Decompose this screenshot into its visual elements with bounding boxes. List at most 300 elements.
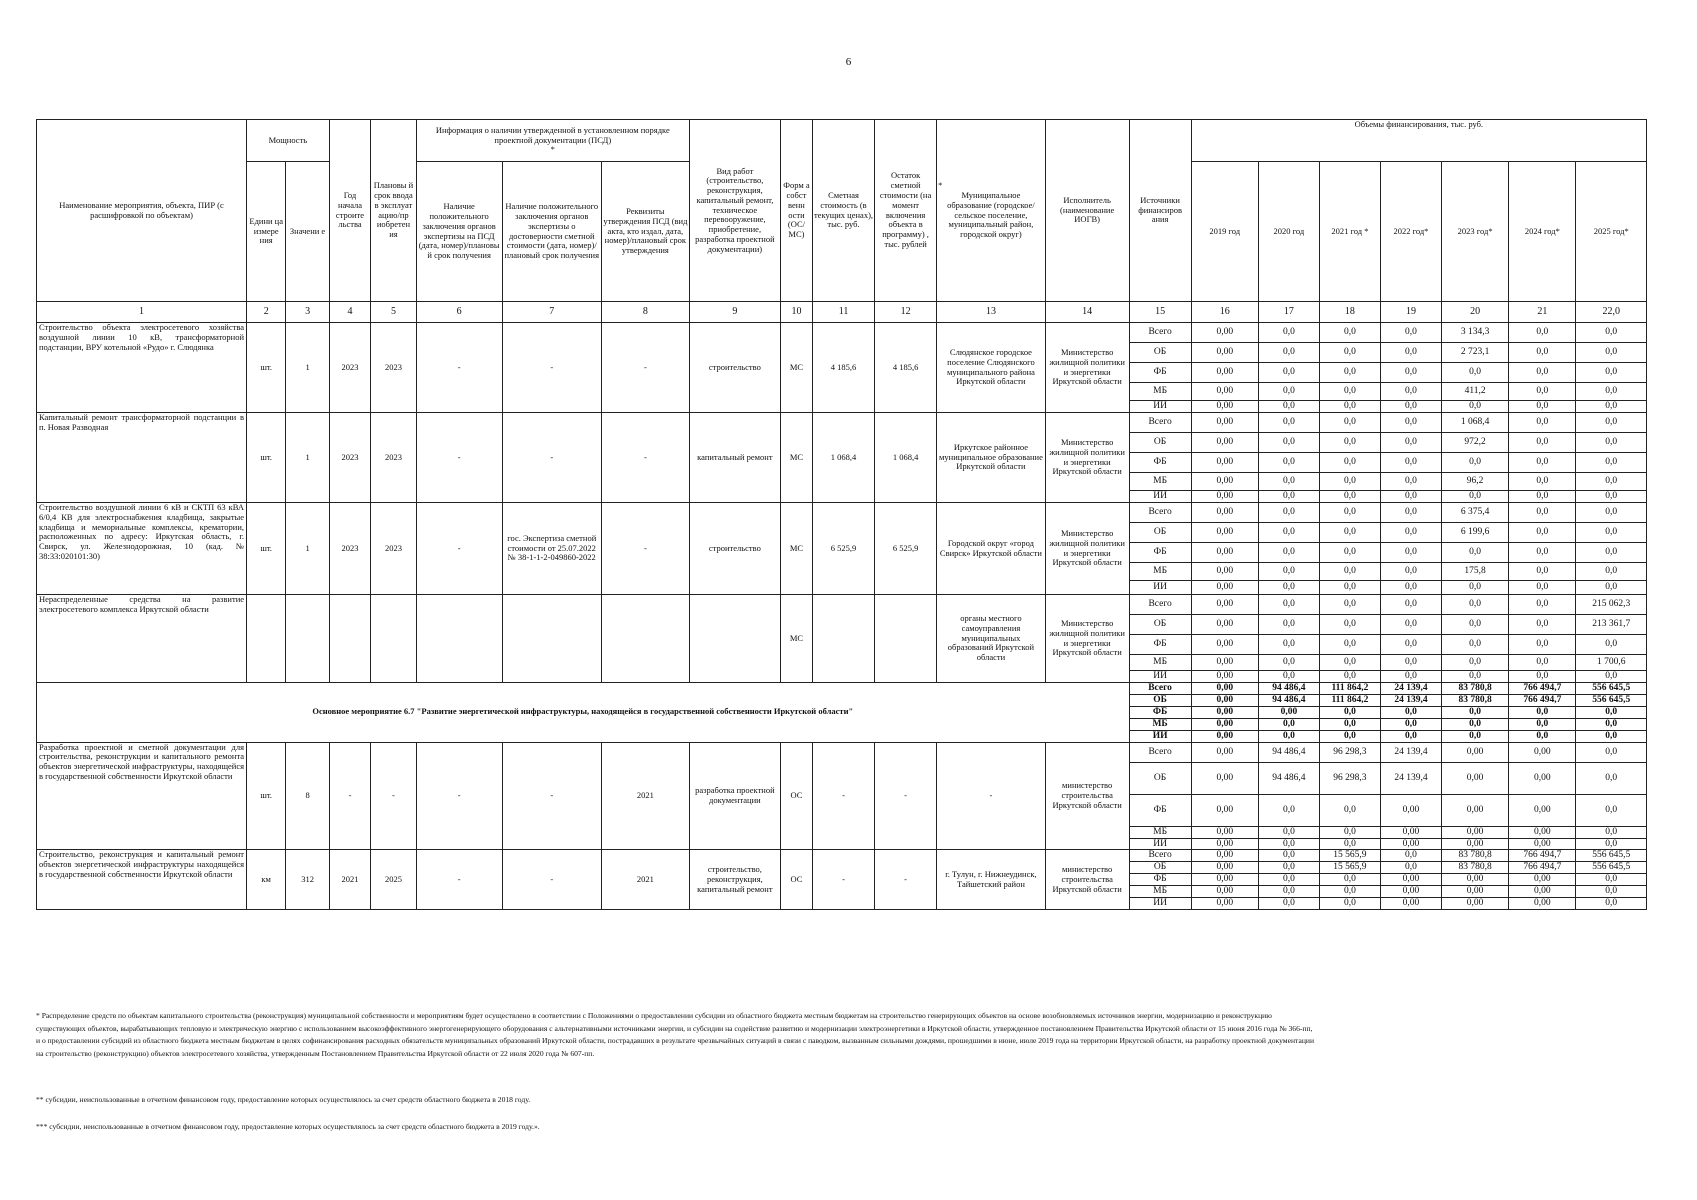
work-type-cell: строительство	[689, 323, 780, 413]
amount-cell: 0,0	[1319, 730, 1380, 742]
amount-cell: 0,0	[1576, 543, 1647, 563]
start-year-cell: 2021	[329, 850, 370, 910]
source-label: ИИ	[1129, 491, 1191, 503]
amount-cell: 766 494,7	[1509, 694, 1576, 706]
amount-cell: 0,0	[1380, 401, 1441, 413]
amount-cell: 0,0	[1509, 401, 1576, 413]
estimate-cell: 6 525,9	[812, 503, 874, 595]
source-label: МБ	[1129, 563, 1191, 581]
amount-cell: 0,0	[1509, 615, 1576, 635]
amount-cell: 0,0	[1380, 595, 1441, 615]
source-label: ИИ	[1129, 581, 1191, 595]
source-label: ОБ	[1129, 762, 1191, 794]
amount-cell: 0,0	[1319, 826, 1380, 838]
amount-cell: 0,0	[1258, 635, 1319, 655]
amount-cell: 0,0	[1576, 491, 1647, 503]
value-cell: 8	[286, 742, 329, 850]
source-label: ОБ	[1129, 523, 1191, 543]
column-number: 22,0	[1576, 302, 1647, 323]
amount-cell: 0,0	[1509, 413, 1576, 433]
start-year-cell: 2023	[329, 413, 370, 503]
amount-cell: 0,0	[1258, 826, 1319, 838]
amount-cell: 0,0	[1319, 581, 1380, 595]
amount-cell: 0,0	[1319, 794, 1380, 826]
amount-cell: 96,2	[1441, 473, 1508, 491]
amount-cell: 0,0	[1319, 491, 1380, 503]
funding-row	[37, 413, 1647, 433]
amount-cell: 0,00	[1191, 615, 1258, 635]
plan-date-cell	[371, 595, 417, 683]
amount-cell: 0,0	[1441, 491, 1508, 503]
ownership-cell: МС	[780, 503, 812, 595]
amount-cell: 0,0	[1441, 730, 1508, 742]
amount-cell: 0,00	[1191, 730, 1258, 742]
source-label: ИИ	[1129, 671, 1191, 683]
source-label: Всего	[1129, 503, 1191, 523]
header-start-year: Год начала строите льства	[329, 120, 370, 302]
source-label: ИИ	[1129, 401, 1191, 413]
amount-cell: 0,00	[1191, 826, 1258, 838]
amount-cell: 24 139,4	[1380, 683, 1441, 695]
amount-cell: 0,00	[1191, 491, 1258, 503]
header-year-2020: 2020 год	[1258, 162, 1319, 302]
amount-cell: 0,0	[1509, 363, 1576, 383]
header-psd-cost: Наличие положительного заключения органов экспертизы о достоверности сметной стоимости (дата, номер)/плановый срок получения	[502, 162, 601, 302]
amount-cell: 0,0	[1319, 433, 1380, 453]
amount-cell: 0,0	[1319, 543, 1380, 563]
amount-cell: 0,0	[1441, 635, 1508, 655]
unit-cell: шт.	[247, 323, 286, 413]
psd-details-cell: 2021	[601, 850, 689, 910]
source-label: Всего	[1129, 683, 1191, 695]
amount-cell: 0,0	[1380, 523, 1441, 543]
amount-cell: 0,00	[1191, 694, 1258, 706]
amount-cell: 0,0	[1576, 826, 1647, 838]
executor-cell: Министерство жилищной политики и энергетики Иркутской области	[1045, 503, 1129, 595]
amount-cell: 0,0	[1258, 581, 1319, 595]
amount-cell: 24 139,4	[1380, 742, 1441, 762]
estimate-cell	[812, 595, 874, 683]
amount-cell: 0,0	[1576, 794, 1647, 826]
amount-cell: 0,0	[1319, 453, 1380, 473]
expertise-cell: -	[416, 850, 502, 910]
source-label: ОБ	[1129, 862, 1191, 874]
amount-cell: 0,0	[1509, 453, 1576, 473]
amount-cell: 0,0	[1258, 491, 1319, 503]
plan-date-cell: -	[371, 742, 417, 850]
amount-cell: 0,0	[1319, 343, 1380, 363]
source-label: ФБ	[1129, 543, 1191, 563]
amount-cell: 556 645,5	[1576, 862, 1647, 874]
column-number: 16	[1191, 302, 1258, 323]
object-name: Капитальный ремонт трансформаторной подстанции в п. Новая Разводная	[37, 413, 247, 503]
amount-cell: 111 864,2	[1319, 683, 1380, 695]
executor-cell: Министерство жилищной политики и энергетики Иркутской области	[1045, 323, 1129, 413]
amount-cell: 0,00	[1191, 886, 1258, 898]
amount-cell: 94 486,4	[1258, 762, 1319, 794]
source-label: ОБ	[1129, 615, 1191, 635]
amount-cell: 0,0	[1576, 563, 1647, 581]
amount-cell: 0,0	[1380, 363, 1441, 383]
expertise-cell: -	[416, 323, 502, 413]
amount-cell: 0,00	[1191, 794, 1258, 826]
amount-cell: 0,0	[1509, 706, 1576, 718]
amount-cell: 0,0	[1319, 383, 1380, 401]
amount-cell: 0,00	[1191, 363, 1258, 383]
municipality-cell: Городской округ «город Свирск» Иркутской области	[937, 503, 1046, 595]
amount-cell: 0,0	[1258, 886, 1319, 898]
amount-cell: 0,00	[1258, 706, 1319, 718]
amount-cell: 0,0	[1509, 383, 1576, 401]
column-number: 12	[875, 302, 937, 323]
header-ownership: Форм а собст венн ости (ОС/ МС)	[780, 120, 812, 302]
source-label: МБ	[1129, 718, 1191, 730]
amount-cell: 0,0	[1509, 730, 1576, 742]
amount-cell: 0,0	[1380, 473, 1441, 491]
amount-cell: 0,0	[1576, 730, 1647, 742]
amount-cell: 0,0	[1441, 706, 1508, 718]
remainder-cell: 4 185,6	[875, 323, 937, 413]
amount-cell: 0,0	[1576, 323, 1647, 343]
start-year-cell	[329, 595, 370, 683]
amount-cell: 0,0	[1258, 543, 1319, 563]
source-label: ФБ	[1129, 635, 1191, 655]
source-label: ФБ	[1129, 706, 1191, 718]
ownership-cell: МС	[780, 595, 812, 683]
amount-cell: 0,00	[1441, 898, 1508, 910]
column-number: 21	[1509, 302, 1576, 323]
column-number: 20	[1441, 302, 1508, 323]
header-year-2019: 2019 год	[1191, 162, 1258, 302]
amount-cell: 0,00	[1191, 595, 1258, 615]
amount-cell: 0,0	[1441, 581, 1508, 595]
amount-cell: 0,0	[1380, 706, 1441, 718]
amount-cell: 0,00	[1191, 635, 1258, 655]
column-number: 11	[812, 302, 874, 323]
column-number: 1	[37, 302, 247, 323]
psd-details-cell: -	[601, 413, 689, 503]
amount-cell: 0,0	[1258, 473, 1319, 491]
amount-cell: 0,0	[1258, 523, 1319, 543]
header-remainder: Остаток сметной стоимости (на момент включения объекта в программу) , тыс. рублей	[875, 120, 937, 302]
amount-cell: 0,0	[1380, 563, 1441, 581]
header-year-2025: 2025 год*	[1576, 162, 1647, 302]
amount-cell: 0,0	[1576, 706, 1647, 718]
amount-cell: 0,00	[1509, 762, 1576, 794]
amount-cell: 0,0	[1509, 433, 1576, 453]
header-executor: Исполнитель (наименование ИОГВ)	[1045, 120, 1129, 302]
work-type-cell	[689, 595, 780, 683]
amount-cell: 0,0	[1319, 413, 1380, 433]
amount-cell: 0,00	[1191, 671, 1258, 683]
amount-cell: 6 199,6	[1441, 523, 1508, 543]
amount-cell: 0,00	[1191, 655, 1258, 671]
amount-cell: 0,0	[1258, 615, 1319, 635]
remainder-cell: -	[875, 850, 937, 910]
psd-details-cell: -	[601, 503, 689, 595]
value-cell: 1	[286, 503, 329, 595]
amount-cell: 1 068,4	[1441, 413, 1508, 433]
amount-cell: 0,0	[1319, 706, 1380, 718]
remainder-cell: 6 525,9	[875, 503, 937, 595]
executor-cell: Министерство жилищной политики и энергетики Иркутской области	[1045, 413, 1129, 503]
header-plan-date: Плановы й срок ввода в эксплуат ацию/пр иобретен ия	[371, 120, 417, 302]
amount-cell: 83 780,8	[1441, 694, 1508, 706]
plan-date-cell: 2023	[371, 503, 417, 595]
amount-cell: 0,0	[1380, 850, 1441, 862]
source-label: ФБ	[1129, 453, 1191, 473]
funding-row	[37, 323, 1647, 343]
source-label: ФБ	[1129, 363, 1191, 383]
expertise-cell: -	[416, 742, 502, 850]
column-number: 18	[1319, 302, 1380, 323]
amount-cell: 0,0	[1319, 898, 1380, 910]
expertise-cell: -	[416, 413, 502, 503]
municipality-cell: г. Тулун, г. Нижнеудинск, Тайшетский район	[937, 850, 1046, 910]
amount-cell: 0,00	[1191, 503, 1258, 523]
amount-cell: 0,00	[1509, 826, 1576, 838]
amount-cell: 0,0	[1380, 635, 1441, 655]
psd-details-cell: -	[601, 323, 689, 413]
amount-cell: 0,0	[1509, 655, 1576, 671]
column-number: 7	[502, 302, 601, 323]
program-table	[36, 119, 1647, 910]
cost-expertise-cell: -	[502, 850, 601, 910]
value-cell: 1	[286, 323, 329, 413]
amount-cell: 0,00	[1191, 898, 1258, 910]
amount-cell: 0,0	[1319, 635, 1380, 655]
amount-cell: 0,0	[1441, 543, 1508, 563]
amount-cell: 0,00	[1509, 794, 1576, 826]
footnote-2: ** субсидии, неиспользованные в отчетном финансовом году, предоставление которых осуществлялось за счет средств областного бюджета в 2018 году.	[36, 1095, 531, 1104]
column-number: 5	[371, 302, 417, 323]
amount-cell: 1 700,6	[1576, 655, 1647, 671]
amount-cell: 0,0	[1380, 503, 1441, 523]
executor-cell: министерство строительства Иркутской области	[1045, 742, 1129, 850]
amount-cell: 0,0	[1258, 718, 1319, 730]
amount-cell: 0,0	[1576, 383, 1647, 401]
header-year-2022: 2022 год*	[1380, 162, 1441, 302]
amount-cell: 0,0	[1319, 874, 1380, 886]
amount-cell: 0,00	[1509, 742, 1576, 762]
amount-cell: 0,0	[1509, 503, 1576, 523]
unit-cell	[247, 595, 286, 683]
amount-cell: 3 134,3	[1441, 323, 1508, 343]
header-sources: Источники финансиров ания	[1129, 120, 1191, 302]
amount-cell: 0,00	[1441, 886, 1508, 898]
amount-cell: 766 494,7	[1509, 683, 1576, 695]
amount-cell: 0,00	[1191, 838, 1258, 850]
funding-row	[37, 503, 1647, 523]
amount-cell: 556 645,5	[1576, 694, 1647, 706]
amount-cell: 0,0	[1319, 595, 1380, 615]
amount-cell: 0,0	[1441, 615, 1508, 635]
amount-cell: 96 298,3	[1319, 762, 1380, 794]
amount-cell: 2 723,1	[1441, 343, 1508, 363]
column-number: 17	[1258, 302, 1319, 323]
ownership-cell: ОС	[780, 742, 812, 850]
work-type-cell: строительство, реконструкция, капитальный ремонт	[689, 850, 780, 910]
section-funding-row	[37, 683, 1647, 695]
header-unit: Едини ца измере ния	[247, 162, 286, 302]
source-label: Всего	[1129, 595, 1191, 615]
municipality-cell: Иркутское районное муниципальное образование Иркутской области	[937, 413, 1046, 503]
amount-cell: 24 139,4	[1380, 762, 1441, 794]
amount-cell: 0,0	[1380, 433, 1441, 453]
amount-cell: 0,0	[1576, 581, 1647, 595]
amount-cell: 0,0	[1380, 671, 1441, 683]
amount-cell: 0,0	[1509, 523, 1576, 543]
amount-cell: 0,00	[1191, 543, 1258, 563]
amount-cell: 15 565,9	[1319, 850, 1380, 862]
amount-cell: 0,00	[1441, 762, 1508, 794]
plan-date-cell: 2025	[371, 850, 417, 910]
amount-cell: 0,0	[1441, 363, 1508, 383]
amount-cell: 0,00	[1191, 383, 1258, 401]
start-year-cell: 2023	[329, 503, 370, 595]
estimate-cell: -	[812, 850, 874, 910]
funding-row	[37, 742, 1647, 762]
amount-cell: 0,0	[1380, 383, 1441, 401]
amount-cell: 0,0	[1576, 635, 1647, 655]
amount-cell: 0,0	[1441, 671, 1508, 683]
unit-cell: шт.	[247, 413, 286, 503]
amount-cell: 0,0	[1258, 323, 1319, 343]
start-year-cell: -	[329, 742, 370, 850]
amount-cell: 0,00	[1191, 706, 1258, 718]
amount-cell: 0,0	[1258, 671, 1319, 683]
amount-cell: 0,00	[1509, 838, 1576, 850]
amount-cell: 0,00	[1191, 401, 1258, 413]
source-label: ИИ	[1129, 730, 1191, 742]
amount-cell: 0,0	[1441, 595, 1508, 615]
unit-cell: шт.	[247, 742, 286, 850]
amount-cell: 0,0	[1319, 401, 1380, 413]
amount-cell: 0,00	[1441, 826, 1508, 838]
column-number: 15	[1129, 302, 1191, 323]
page-number: 6	[845, 56, 852, 68]
amount-cell: 0,0	[1576, 718, 1647, 730]
header-remainder-star: *	[938, 180, 943, 191]
amount-cell: 0,0	[1258, 343, 1319, 363]
remainder-cell: -	[875, 742, 937, 850]
amount-cell: 556 645,5	[1576, 850, 1647, 862]
cost-expertise-cell	[502, 595, 601, 683]
amount-cell: 766 494,7	[1509, 862, 1576, 874]
amount-cell: 0,00	[1191, 581, 1258, 595]
column-number: 10	[780, 302, 812, 323]
amount-cell: 0,0	[1258, 862, 1319, 874]
municipality-cell: -	[937, 742, 1046, 850]
psd-details-cell: 2021	[601, 742, 689, 850]
amount-cell: 83 780,8	[1441, 862, 1508, 874]
amount-cell: 0,0	[1258, 383, 1319, 401]
source-label: МБ	[1129, 383, 1191, 401]
amount-cell: 0,0	[1509, 581, 1576, 595]
amount-cell: 0,0	[1509, 563, 1576, 581]
amount-cell: 0,0	[1509, 491, 1576, 503]
amount-cell: 0,00	[1191, 718, 1258, 730]
amount-cell: 0,00	[1380, 838, 1441, 850]
estimate-cell: -	[812, 742, 874, 850]
amount-cell: 0,00	[1509, 886, 1576, 898]
header-psd-info-text: Информация о наличии утвержденной в установленном порядке проектной документации (ПСД)	[435, 124, 670, 145]
amount-cell: 0,0	[1576, 874, 1647, 886]
object-name: Нераспределенные средства на развитие электросетевого комплекса Иркутской области	[37, 595, 247, 683]
amount-cell: 0,0	[1576, 343, 1647, 363]
amount-cell: 0,0	[1380, 491, 1441, 503]
header-municipality	[937, 120, 1046, 302]
amount-cell: 0,00	[1380, 886, 1441, 898]
estimate-cell: 4 185,6	[812, 323, 874, 413]
amount-cell: 972,2	[1441, 433, 1508, 453]
column-number: 3	[286, 302, 329, 323]
funding-row	[37, 850, 1647, 862]
amount-cell: 0,0	[1509, 343, 1576, 363]
header-year-2024: 2024 год*	[1509, 162, 1576, 302]
unit-cell: км	[247, 850, 286, 910]
amount-cell: 0,0	[1576, 742, 1647, 762]
amount-cell: 94 486,4	[1258, 742, 1319, 762]
amount-cell: 0,0	[1258, 730, 1319, 742]
amount-cell: 0,0	[1258, 850, 1319, 862]
amount-cell: 0,0	[1319, 671, 1380, 683]
source-label: ОБ	[1129, 694, 1191, 706]
plan-date-cell: 2023	[371, 413, 417, 503]
source-label: ФБ	[1129, 874, 1191, 886]
amount-cell: 0,00	[1191, 433, 1258, 453]
source-label: МБ	[1129, 655, 1191, 671]
header-psd-details: Реквизиты утверждения ПСД (вид акта, кто издал, дата, номер)/плановый срок утверждения	[601, 162, 689, 302]
amount-cell: 0,00	[1191, 874, 1258, 886]
amount-cell: 0,00	[1380, 794, 1441, 826]
amount-cell: 0,0	[1258, 453, 1319, 473]
amount-cell: 0,0	[1509, 718, 1576, 730]
source-label: ФБ	[1129, 794, 1191, 826]
amount-cell: 6 375,4	[1441, 503, 1508, 523]
executor-cell: министерство строительства Иркутской области	[1045, 850, 1129, 910]
amount-cell: 94 486,4	[1258, 694, 1319, 706]
amount-cell: 15 565,9	[1319, 862, 1380, 874]
amount-cell: 0,0	[1258, 503, 1319, 523]
header-year-2021: 2021 год *	[1319, 162, 1380, 302]
header-funding: Объемы финансирования, тыс. руб.	[1191, 120, 1646, 162]
amount-cell: 0,0	[1258, 413, 1319, 433]
source-label: Всего	[1129, 413, 1191, 433]
header-name: Наименование мероприятия, объекта, ПИР (с расшифровкой по объектам)	[37, 120, 247, 302]
amount-cell: 215 062,3	[1576, 595, 1647, 615]
amount-cell: 0,00	[1191, 563, 1258, 581]
source-label: МБ	[1129, 886, 1191, 898]
amount-cell: 0,00	[1191, 413, 1258, 433]
ownership-cell: ОС	[780, 850, 812, 910]
amount-cell: 0,0	[1258, 898, 1319, 910]
amount-cell: 411,2	[1441, 383, 1508, 401]
amount-cell: 0,00	[1509, 874, 1576, 886]
amount-cell: 0,0	[1380, 323, 1441, 343]
remainder-cell	[875, 595, 937, 683]
ownership-cell: МС	[780, 323, 812, 413]
start-year-cell: 2023	[329, 323, 370, 413]
amount-cell: 0,0	[1441, 453, 1508, 473]
amount-cell: 0,0	[1319, 615, 1380, 635]
amount-cell: 0,0	[1319, 563, 1380, 581]
amount-cell: 213 361,7	[1576, 615, 1647, 635]
amount-cell: 0,0	[1380, 343, 1441, 363]
amount-cell: 0,0	[1319, 718, 1380, 730]
cost-expertise-cell: гос. Экспертиза сметной стоимости от 25.07.2022 № 38-1-1-2-049860-2022	[502, 503, 601, 595]
amount-cell: 0,0	[1576, 401, 1647, 413]
